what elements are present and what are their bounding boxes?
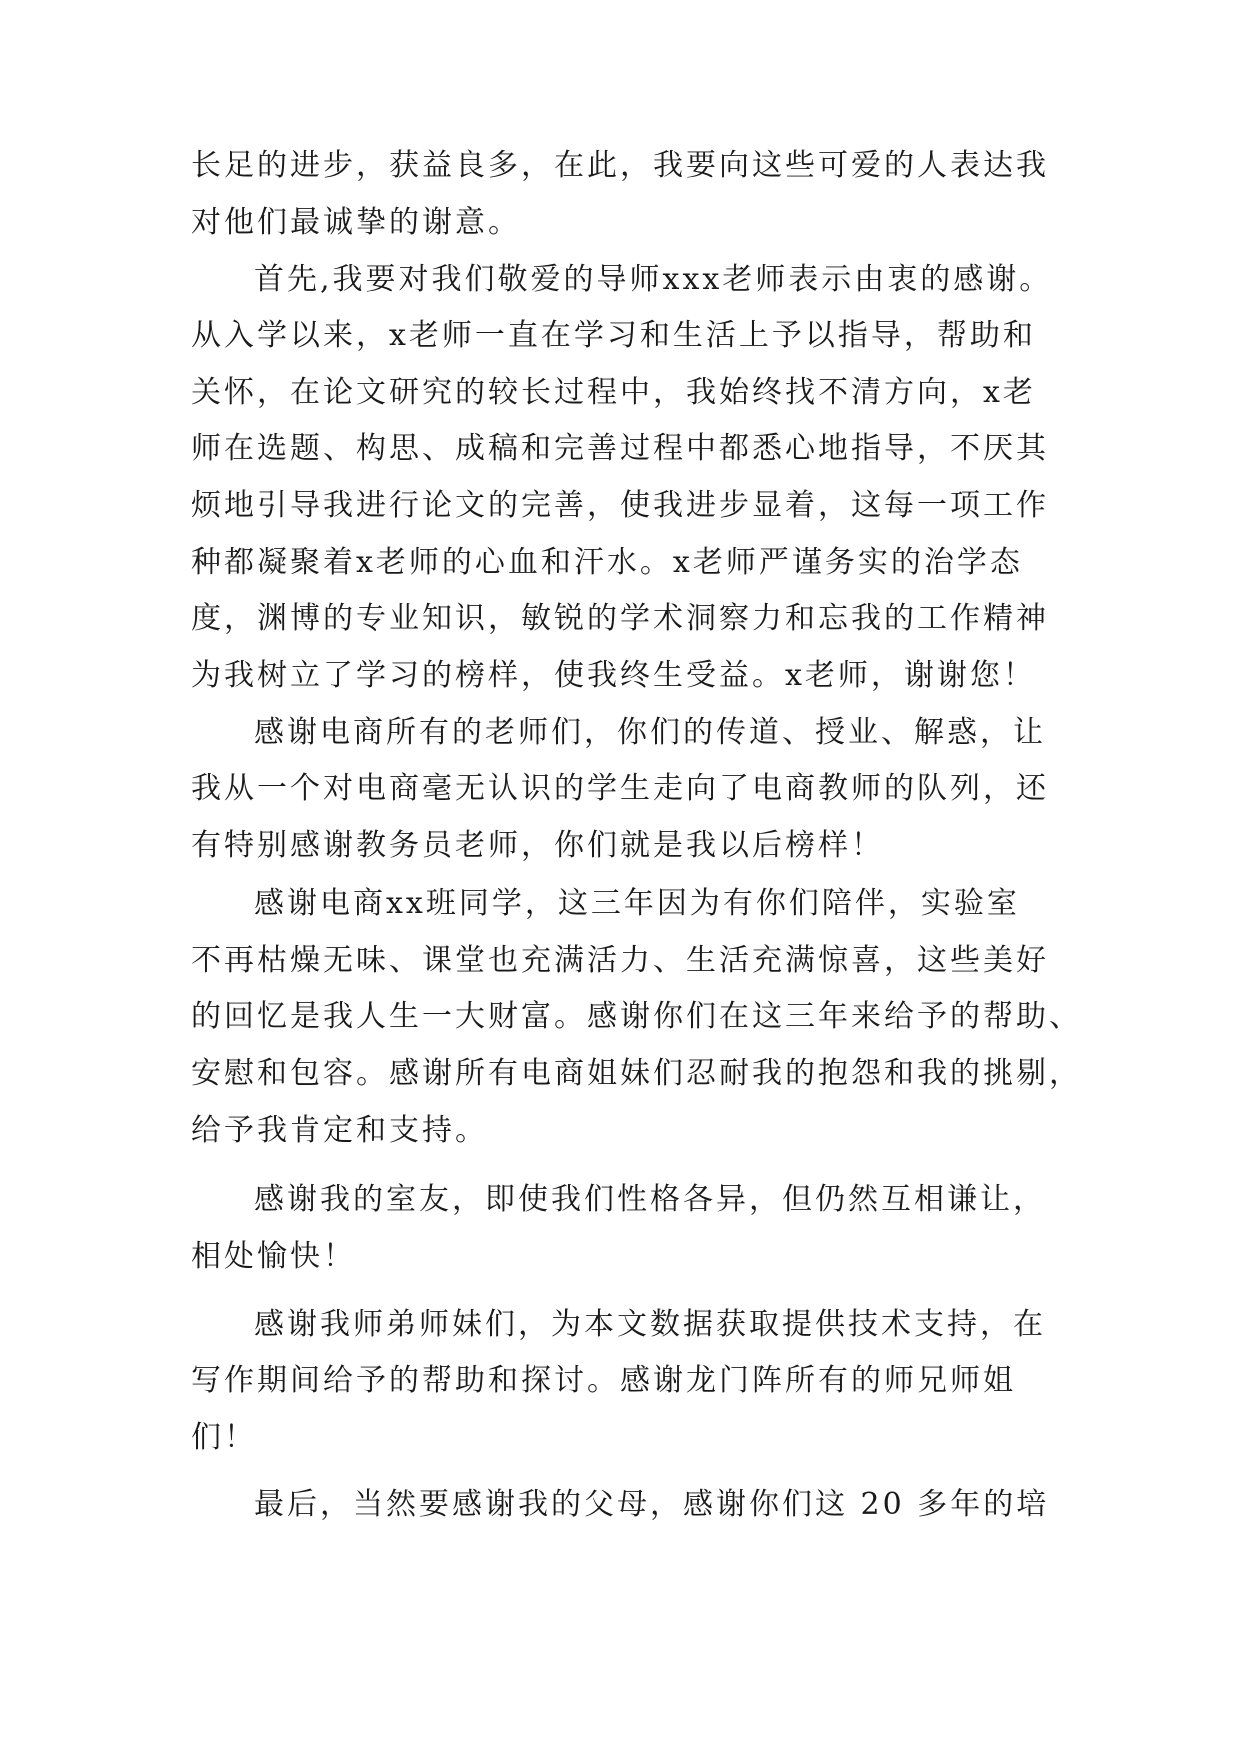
body-text-line: 我从一个对电商毫无认识的学生走向了电商教师的队列，还 xyxy=(191,771,1049,806)
body-text-line: 给予我肯定和支持。 xyxy=(191,1113,488,1148)
body-text-line: 不再枯燥无味、课堂也充满活力、生活充满惊喜，这些美好 xyxy=(191,943,1049,978)
body-text-line: 写作期间给予的帮助和探讨。感谢龙门阵所有的师兄师姐 xyxy=(191,1363,1016,1398)
paragraph-first-line: 首先,我要对我们敬爱的导师xxx老师表示由衷的感谢。 xyxy=(254,262,1053,297)
body-text-line: 有特别感谢教务员老师，你们就是我以后榜样！ xyxy=(191,828,884,863)
body-text-line: 对他们最诚挚的谢意。 xyxy=(191,205,521,240)
paragraph-first-line: 感谢电商所有的老师们，你们的传道、授业、解惑，让 xyxy=(254,715,1046,750)
body-text-line: 度，渊博的专业知识，敏锐的学术洞察力和忘我的工作精神 xyxy=(191,601,1049,636)
paragraph-first-line: 感谢我师弟师妹们，为本文数据获取提供技术支持，在 xyxy=(254,1307,1046,1342)
body-text-line: 从入学以来，x老师一直在学习和生活上予以指导，帮助和 xyxy=(191,318,1036,353)
body-text-line: 们！ xyxy=(191,1420,257,1455)
paragraph-first-line: 感谢我的室友，即使我们性格各异，但仍然互相谦让， xyxy=(254,1182,1046,1217)
body-text-line: 的回忆是我人生一大财富。感谢你们在这三年来给予的帮助、 xyxy=(191,999,1082,1034)
body-text-line: 烦地引导我进行论文的完善，使我进步显着，这每一项工作 xyxy=(191,488,1049,523)
body-text-line: 师在选题、构思、成稿和完善过程中都悉心地指导，不厌其 xyxy=(191,431,1049,466)
body-text-line: 种都凝聚着x老师的心血和汗水。x老师严谨务实的治学态 xyxy=(191,545,1023,580)
body-text-line: 为我树立了学习的榜样，使我终生受益。x老师，谢谢您！ xyxy=(191,658,1036,693)
paragraph-first-line: 感谢电商xx班同学，这三年因为有你们陪伴，实验室 xyxy=(254,886,1020,921)
body-text-line: 关怀，在论文研究的较长过程中，我始终找不清方向，x老 xyxy=(191,375,1036,410)
body-text-line: 安慰和包容。感谢所有电商姐妹们忍耐我的抱怨和我的挑剔， xyxy=(191,1056,1082,1091)
body-text-line: 相处愉快！ xyxy=(191,1239,356,1274)
body-text-line: 长足的进步，获益良多，在此，我要向这些可爱的人表达我 xyxy=(191,148,1049,183)
paragraph-first-line: 最后，当然要感谢我的父母，感谢你们这 20 多年的培 xyxy=(254,1487,1050,1522)
